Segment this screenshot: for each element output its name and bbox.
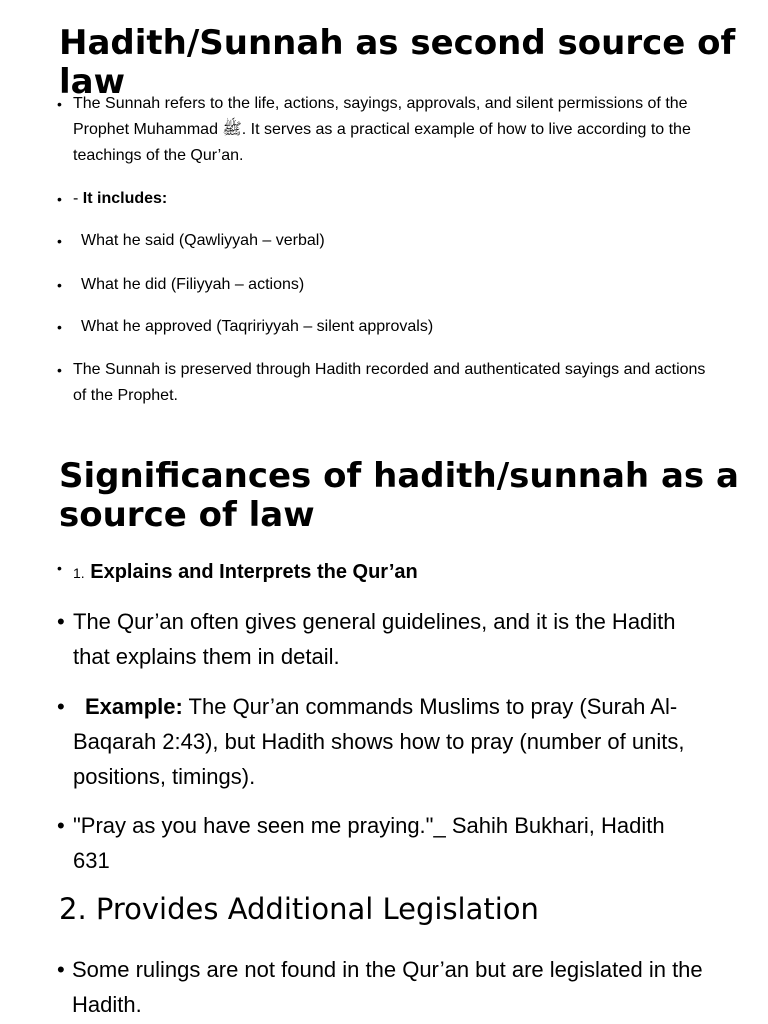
list-item-preserved	[57, 357, 717, 409]
it-includes-line	[57, 186, 717, 212]
point-1-line	[57, 555, 717, 591]
point-1-label: Explains and Interprets the Qur’an	[90, 561, 418, 583]
preserved-text: The Sunnah is preserved through Hadith recorded and authenticated sayings and actions of the Prophet.	[73, 361, 706, 404]
list-item-point-1	[57, 555, 717, 591]
list-item-rulings	[57, 952, 717, 1022]
sunnah-definition-text: The Sunnah refers to the life, actions, sayings, approvals, and silent permissions of the Prophet Muhammad ﷺ. It serves as a practical example of how to live according to the teachings of the Qur’an.	[73, 95, 691, 164]
said-text: What he said (Qawliyyah – verbal)	[81, 232, 325, 249]
example-label: Example:	[85, 694, 183, 719]
list-item-sunnah-definition	[57, 91, 717, 169]
bullet-icon: •	[57, 694, 65, 719]
bullet-icon: •	[57, 277, 62, 293]
rulings-text: Some rulings are not found in the Qur’an but are legislated in the Hadith.	[72, 957, 703, 1017]
bullet-icon: •	[57, 362, 62, 378]
bullet-icon: •	[57, 609, 65, 634]
example-line	[57, 689, 707, 794]
bullet-icon: •	[57, 96, 62, 112]
general-guidelines-text: The Qur’an often gives general guidelines, and it is the Hadith that explains them in detail.	[73, 609, 676, 669]
bullet-icon: •	[57, 560, 62, 576]
heading-additional-legislation: 2. Provides Additional Legislation	[59, 892, 539, 926]
it-includes-label: It includes:	[82, 190, 168, 207]
point-1-number: 1.	[73, 565, 85, 581]
example-text: The Qur’an commands Muslims to pray (Surah Al-Baqarah 2:43), but Hadith shows how to pray (number of units, positions, timings).	[73, 694, 685, 789]
quote-text: "Pray as you have seen me praying."_ Sahih Bukhari, Hadith 631	[73, 813, 665, 873]
list-item-it-includes	[57, 186, 717, 212]
list-item-general-guidelines	[57, 604, 707, 674]
list-item-said	[57, 228, 717, 254]
bullet-icon: •	[57, 233, 62, 249]
section-title-hadith-sunnah: Hadith/Sunnah as second source of law	[59, 23, 736, 102]
list-item-quote	[57, 808, 697, 878]
list-item-example	[57, 689, 707, 794]
list-item-did	[57, 272, 717, 298]
dash-prefix: -	[73, 190, 83, 207]
bullet-icon: •	[57, 319, 62, 335]
bullet-icon: •	[57, 813, 65, 838]
did-text: What he did (Filiyyah – actions)	[81, 276, 305, 293]
section-title-significances: Significances of hadith/sunnah as a source of law	[59, 456, 739, 535]
bullet-icon: •	[57, 957, 65, 982]
list-item-approved	[57, 314, 717, 340]
bullet-icon: •	[57, 191, 62, 207]
approved-text: What he approved (Taqririyyah – silent approvals)	[81, 318, 434, 335]
